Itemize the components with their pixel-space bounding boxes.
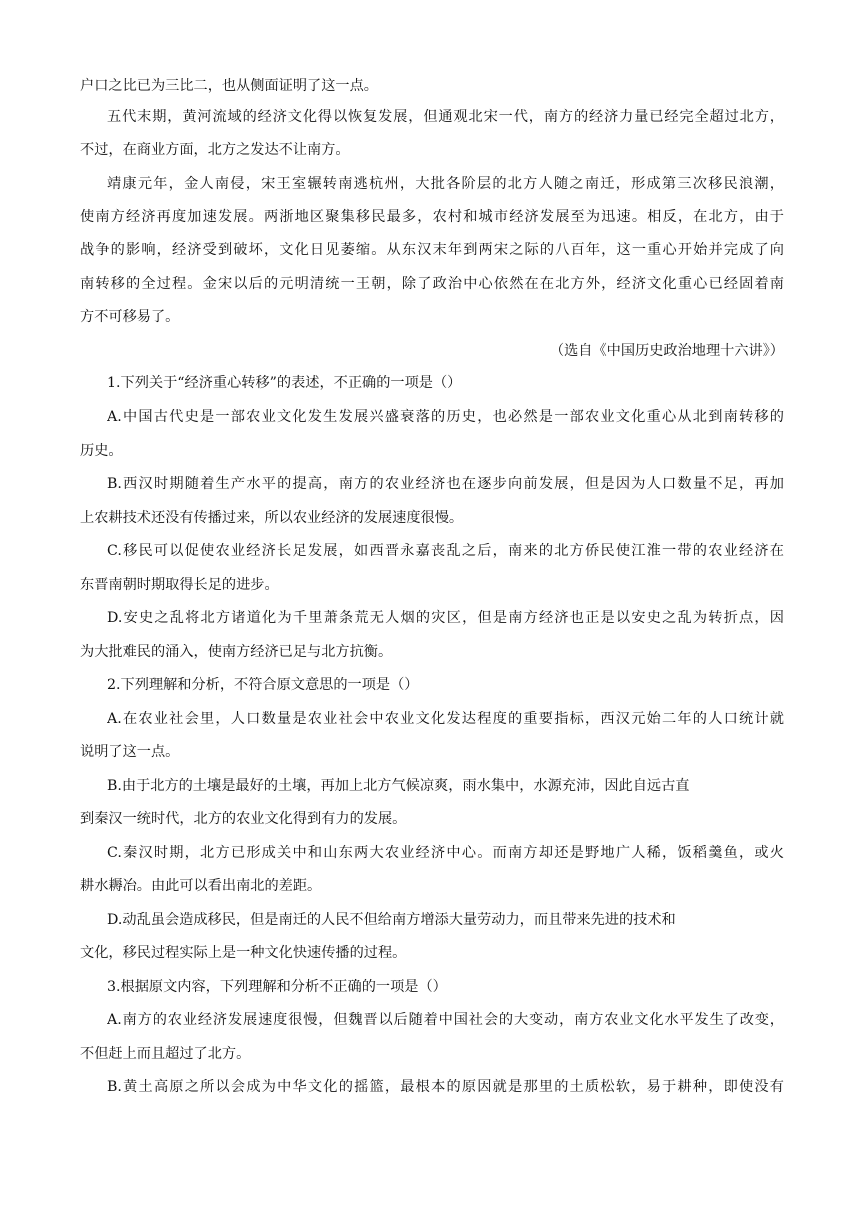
option-line: 到秦汉一统时代，北方的农业文化得到有力的发展。 [80,811,407,827]
option-line: 历史。 [80,443,123,459]
option-line: B.西汉时期随着生产水平的提高，南方的农业经济也在逐步向前发展，但是因为人口数量不足，再加 [107,476,784,492]
text-line: 南转移的全过程。金宋以后的元明清统一王朝，除了政治中心依然在在北方外，经济文化重心已经固着南 [80,276,784,292]
option-line: C.移民可以促使农业经济长足发展，如西晋永嘉丧乱之后，南来的北方侨民使江淮一带的农业经济在 [107,543,784,559]
option-line: 文化，移民过程实际上是一种文化快速传播的过程。 [80,945,407,961]
option-line: D.动乱虽会造成移民，但是南迁的人民不但给南方增添大量劳动力，而且带来先进的技术和 [107,912,676,928]
option-line: B.由于北方的土壤是最好的土壤，再加上北方气候凉爽，雨水集中，水源充沛，因此自远古直 [107,778,690,794]
text-line: 不过，在商业方面，北方之发达不让南方。 [80,142,350,158]
question-stem: 1.下列关于“经济重心转移”的表述，不正确的一项是（） [107,375,462,391]
option-line: 为大批难民的涌入，使南方经济已足与北方抗衡。 [80,644,393,660]
option-line: 耕水耨冶。由此可以看出南北的差距。 [80,878,322,894]
question-stem: 3.根据原文内容，下列理解和分析不正确的一项是（） [107,979,447,995]
text-line: 靖康元年，金人南侵，宋王室辗转南逃杭州，大批各阶层的北方人随之南迁，形成第三次移民浪潮， [107,176,784,192]
option-line: 上农耕技术还没有传播过来，所以农业经济的发展速度很慢。 [80,510,464,526]
option-line: 不但赶上而且超过了北方。 [80,1046,251,1062]
text-line: 五代末期，黄河流域的经济文化得以恢复发展，但通观北宋一代，南方的经济力量已经完全超过北方， [107,109,784,125]
option-line: 东晋南朝时期取得长足的进步。 [80,577,279,593]
text-line: 战争的影响，经济受到破坏，文化日见萎缩。从东汉末年到两宋之际的八百年，这一重心开始并完成了向 [80,242,784,258]
option-line: C.秦汉时期，北方已形成关中和山东两大农业经济中心。而南方却还是野地广人稀，饭稻羹鱼，或火 [107,845,784,861]
option-line: A.南方的农业经济发展速度很慢，但魏晋以后随着中国社会的大变动，南方农业文化水平发生了改变， [107,1012,784,1028]
option-line: B.黄土高原之所以会成为中华文化的摇篮，最根本的原因就是那里的土质松软，易于耕种，即使没有 [107,1079,784,1095]
source-citation: （选自《中国历史政治地理十六讲》） [549,343,784,359]
text-line: 使南方经济再度加速发展。两浙地区聚集移民最多，农村和城市经济发展至为迅速。相反，在北方，由于 [80,209,784,225]
text-line: 户口之比已为三比二，也从侧面证明了这一点。 [80,78,378,94]
option-line: D.安史之乱将北方诸道化为千里萧条荒无人烟的灾区，但是南方经济也正是以安史之乱为转折点，因 [107,610,784,626]
option-line: 说明了这一点。 [80,744,180,760]
option-line: A.中国古代史是一部农业文化发生发展兴盛衰落的历史，也必然是一部农业文化重心从北到南转移的 [107,409,784,425]
question-stem: 2.下列理解和分析，不符合原文意思的一项是（） [107,677,419,693]
text-line: 方不可移易了。 [80,309,180,325]
option-line: A.在农业社会里，人口数量是农业社会中农业文化发达程度的重要指标，西汉元始二年的人口统计就 [107,711,784,727]
